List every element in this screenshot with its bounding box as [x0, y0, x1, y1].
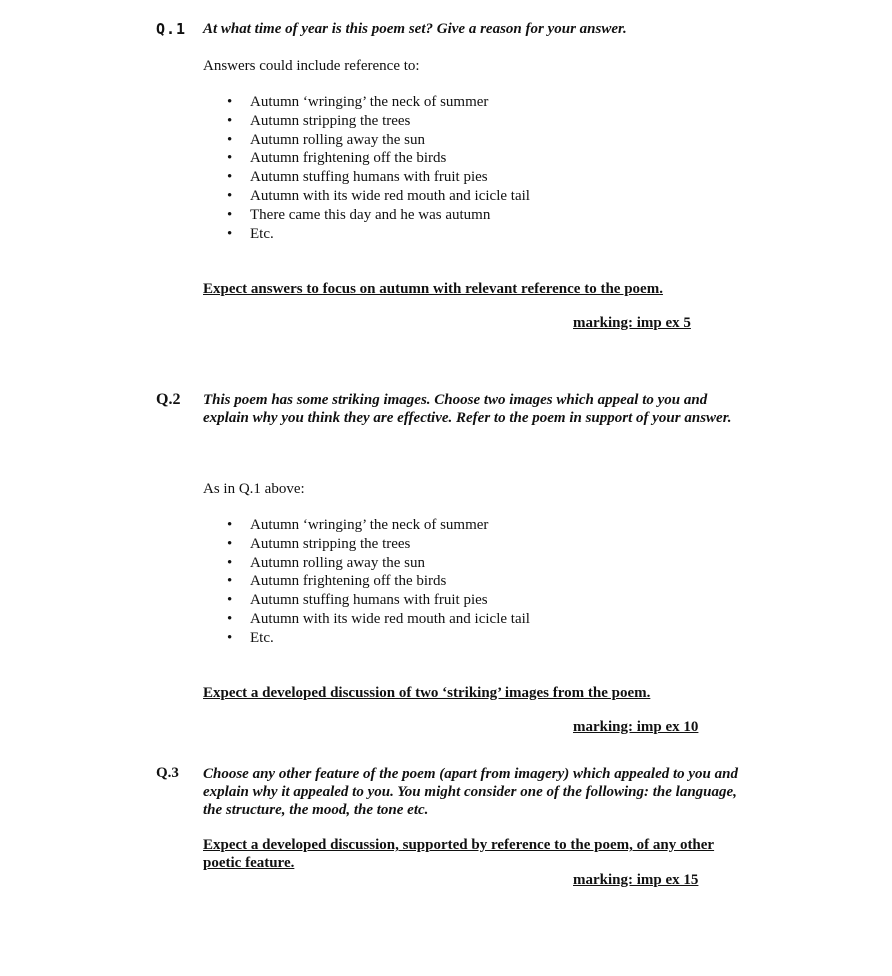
list-item: • Autumn stuffing humans with fruit pies: [203, 591, 703, 610]
q1-marking: marking: imp ex 5: [573, 315, 691, 331]
list-item: • Autumn stripping the trees: [203, 112, 703, 131]
list-item: • Autumn stuffing humans with fruit pies: [203, 168, 703, 187]
q2-answer-list: [203, 516, 703, 648]
list-item: • Autumn frightening off the birds: [203, 572, 703, 591]
q1-answer-list: [203, 93, 703, 243]
q2-number: Q.2: [156, 391, 181, 408]
list-item: • Autumn with its wide red mouth and icicle tail: [203, 187, 703, 206]
q1-expectation: Expect answers to focus on autumn with relevant reference to the poem.: [203, 281, 663, 297]
list-item: • Autumn frightening off the birds: [203, 149, 703, 168]
q2-intro: As in Q.1 above:: [203, 481, 305, 497]
q3-expectation: Expect a developed discussion, supported by reference to the poem, of any other poetic feature.: [203, 837, 715, 871]
q2-question: This poem has some striking images. Choose two images which appeal to you and explain why you think they are effective. Refer to the poem in support of your answer.: [203, 392, 732, 426]
list-item: • Autumn with its wide red mouth and icicle tail: [203, 610, 703, 629]
list-item: • Autumn ‘wringing’ the neck of summer: [203, 93, 703, 112]
q2-expectation: Expect a developed discussion of two ‘striking’ images from the poem.: [203, 685, 651, 701]
list-item: • Etc.: [203, 225, 703, 244]
q3-question: Choose any other feature of the poem (apart from imagery) which appealed to you and explain why it appealed to you. You might consider one of the following: the language, the structure, the mood, the tone etc.: [203, 766, 738, 818]
list-item: • There came this day and he was autumn: [203, 206, 703, 225]
q1-question: At what time of year is this poem set? Give a reason for your answer.: [203, 21, 627, 37]
q2-marking: marking: imp ex 10: [573, 719, 699, 735]
list-item: • Etc.: [203, 629, 703, 648]
list-item: • Autumn ‘wringing’ the neck of summer: [203, 516, 703, 535]
q3-number: Q.3: [156, 765, 179, 781]
list-item: • Autumn rolling away the sun: [203, 554, 703, 573]
q1-intro: Answers could include reference to:: [203, 58, 420, 74]
list-item: • Autumn rolling away the sun: [203, 131, 703, 150]
list-item: • Autumn stripping the trees: [203, 535, 703, 554]
q3-marking: marking: imp ex 15: [573, 872, 699, 888]
q1-number: Q.1: [156, 20, 187, 38]
